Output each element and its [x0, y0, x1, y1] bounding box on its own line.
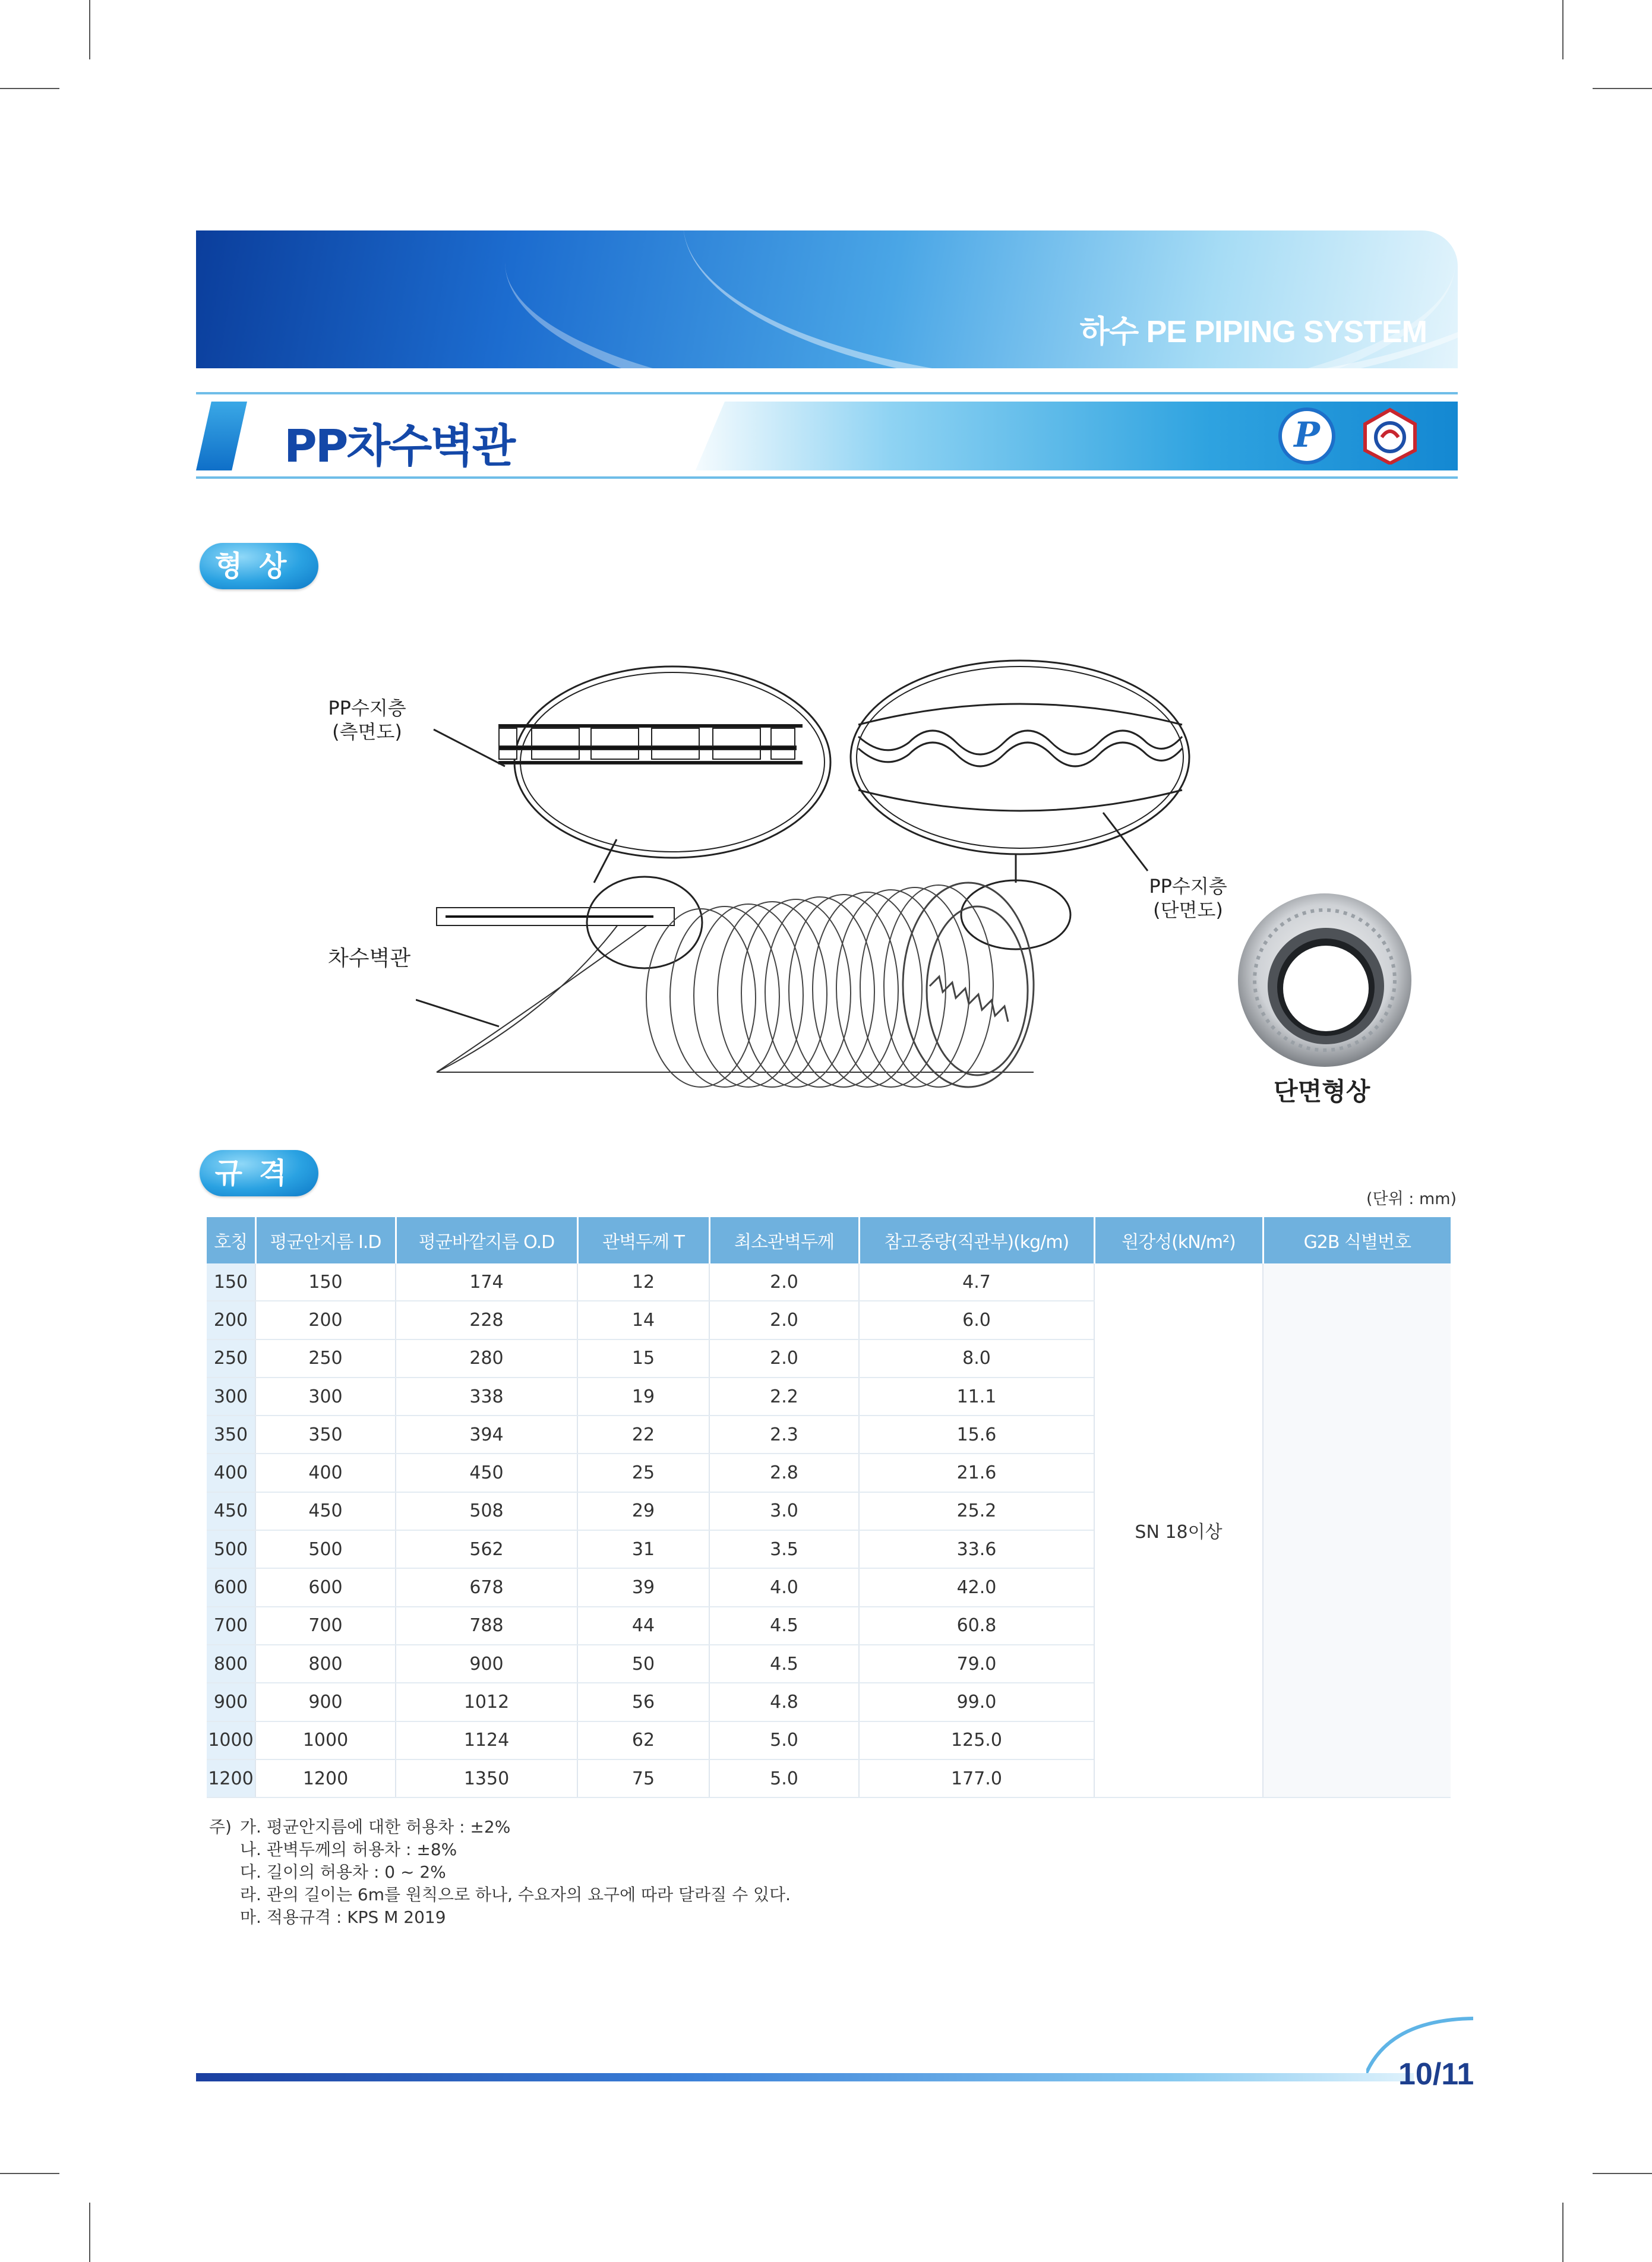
table-cell: 4.7	[859, 1263, 1094, 1301]
g2b-id-cell	[1263, 1263, 1451, 1797]
nominal-size-cell: 350	[207, 1416, 255, 1454]
page-number: 10/11	[1398, 2057, 1474, 2092]
table-cell: 508	[396, 1492, 577, 1530]
table-cell: 1012	[396, 1683, 577, 1721]
table-cell: 1000	[255, 1721, 396, 1759]
table-cell: 200	[255, 1301, 396, 1339]
table-cell: 400	[255, 1454, 396, 1492]
table-cell: 6.0	[859, 1301, 1094, 1339]
nominal-size-cell: 250	[207, 1339, 255, 1378]
table-cell: 8.0	[859, 1339, 1094, 1378]
table-cell: 678	[396, 1568, 577, 1606]
table-cell: 900	[255, 1683, 396, 1721]
crop-mark	[0, 88, 59, 89]
nominal-size-cell: 900	[207, 1683, 255, 1721]
col-header: 평균안지름 I.D	[255, 1217, 396, 1263]
note-item: 나. 관벽두께의 허용차 : ±8%	[240, 1840, 457, 1859]
notes-prefix: 주)	[209, 1817, 232, 1837]
footer-rule	[196, 2073, 1414, 2081]
table-cell: 450	[255, 1492, 396, 1530]
section-label-shape: 형상	[200, 543, 318, 589]
page-title: PP차수벽관	[284, 419, 514, 472]
spec-table-body	[207, 1263, 1451, 1797]
pipe-label: 차수벽관	[328, 946, 411, 971]
nominal-size-cell: 800	[207, 1645, 255, 1683]
table-cell: 44	[577, 1607, 709, 1645]
side-view-label	[326, 696, 409, 744]
nominal-size-cell: 1200	[207, 1759, 255, 1797]
table-cell: 11.1	[859, 1378, 1094, 1416]
table-cell: 79.0	[859, 1645, 1094, 1683]
table-cell: 150	[255, 1263, 396, 1301]
note-item: 다. 길이의 허용차 : 0 ~ 2%	[240, 1862, 446, 1882]
table-cell: 2.0	[709, 1301, 859, 1339]
table-cell: 2.0	[709, 1263, 859, 1301]
side-view-label-text: PP수지층 (측면도)	[328, 697, 406, 743]
table-cell: 5.0	[709, 1759, 859, 1797]
title-bar	[196, 402, 1458, 470]
table-cell: 56	[577, 1683, 709, 1721]
table-cell: 500	[255, 1530, 396, 1568]
table-cell: 300	[255, 1378, 396, 1416]
table-cell: 25.2	[859, 1492, 1094, 1530]
table-cell: 31	[577, 1530, 709, 1568]
nominal-size-cell: 200	[207, 1301, 255, 1339]
table-row	[207, 1263, 1451, 1301]
table-cell: 788	[396, 1607, 577, 1645]
nominal-size-cell: 600	[207, 1568, 255, 1606]
table-cell: 22	[577, 1416, 709, 1454]
banner-title: 하수 PE PIPING SYSTEM	[1079, 315, 1427, 349]
table-cell: 700	[255, 1607, 396, 1645]
table-cell: 177.0	[859, 1759, 1094, 1797]
table-cell: 800	[255, 1645, 396, 1683]
table-cell: 450	[396, 1454, 577, 1492]
nominal-size-cell: 500	[207, 1530, 255, 1568]
table-cell: 600	[255, 1568, 396, 1606]
crop-mark	[1593, 88, 1652, 89]
table-cell: 4.5	[709, 1645, 859, 1683]
col-header: 참고중량(직관부)(kg/m)	[859, 1217, 1094, 1263]
table-cell: 250	[255, 1339, 396, 1378]
section-label-spec: 규격	[200, 1150, 318, 1196]
table-cell: 562	[396, 1530, 577, 1568]
table-cell: 75	[577, 1759, 709, 1797]
spec-table	[207, 1217, 1451, 1798]
cross-section-detail-ellipse	[851, 661, 1189, 854]
company-logo-icon: P	[1278, 407, 1335, 465]
table-cell: 2.2	[709, 1378, 859, 1416]
table-cell: 25	[577, 1454, 709, 1492]
table-cell: 3.5	[709, 1530, 859, 1568]
ring-stiffness-cell: SN 18이상	[1094, 1263, 1263, 1797]
table-cell: 338	[396, 1378, 577, 1416]
nominal-size-cell: 450	[207, 1492, 255, 1530]
note-item: 라. 관의 길이는 6m를 원칙으로 하나, 수요자의 요구에 따라 달라질 수 있다.	[240, 1885, 791, 1904]
table-header-row	[207, 1217, 1451, 1263]
crop-mark	[1593, 2173, 1652, 2174]
certification-logo-icon	[1360, 407, 1420, 465]
table-cell: 350	[255, 1416, 396, 1454]
table-cell: 2.0	[709, 1339, 859, 1378]
table-cell: 1200	[255, 1759, 396, 1797]
table-cell: 280	[396, 1339, 577, 1378]
unit-note: (단위 : mm)	[1366, 1190, 1457, 1208]
table-cell: 4.5	[709, 1607, 859, 1645]
cross-section-label-text: PP수지층 (단면도)	[1149, 875, 1227, 921]
table-cell: 29	[577, 1492, 709, 1530]
table-cell: 42.0	[859, 1568, 1094, 1606]
table-cell: 228	[396, 1301, 577, 1339]
table-cell: 99.0	[859, 1683, 1094, 1721]
table-cell: 2.8	[709, 1454, 859, 1492]
col-header: 관벽두께 T	[577, 1217, 709, 1263]
title-rule	[196, 476, 1458, 479]
table-cell: 125.0	[859, 1721, 1094, 1759]
table-cell: 3.0	[709, 1492, 859, 1530]
photo-caption: 단면형상	[1274, 1077, 1370, 1106]
table-cell: 62	[577, 1721, 709, 1759]
table-cell: 60.8	[859, 1607, 1094, 1645]
table-cell: 50	[577, 1645, 709, 1683]
nominal-size-cell: 700	[207, 1607, 255, 1645]
header-banner	[196, 230, 1458, 368]
table-cell: 1124	[396, 1721, 577, 1759]
col-header: G2B 식별번호	[1263, 1217, 1451, 1263]
table-cell: 15	[577, 1339, 709, 1378]
crop-mark	[89, 2203, 90, 2262]
table-cell: 15.6	[859, 1416, 1094, 1454]
title-rule	[196, 392, 1458, 394]
table-cell: 33.6	[859, 1530, 1094, 1568]
table-cell: 39	[577, 1568, 709, 1606]
crop-mark	[0, 2173, 59, 2174]
table-cell: 4.8	[709, 1683, 859, 1721]
nominal-size-cell: 400	[207, 1454, 255, 1492]
table-cell: 14	[577, 1301, 709, 1339]
col-header: 최소관벽두께	[709, 1217, 859, 1263]
crop-mark	[89, 0, 90, 59]
col-header: 호칭	[207, 1217, 255, 1263]
nominal-size-cell: 150	[207, 1263, 255, 1301]
col-header: 평균바깥지름 O.D	[396, 1217, 577, 1263]
table-cell: 5.0	[709, 1721, 859, 1759]
nominal-size-cell: 300	[207, 1378, 255, 1416]
table-cell: 12	[577, 1263, 709, 1301]
crop-mark	[1562, 2203, 1563, 2262]
nominal-size-cell: 1000	[207, 1721, 255, 1759]
table-cell: 900	[396, 1645, 577, 1683]
cross-section-label	[1146, 874, 1230, 922]
table-cell: 394	[396, 1416, 577, 1454]
title-accent-stripe	[196, 402, 247, 470]
table-cell: 19	[577, 1378, 709, 1416]
note-item: 가. 평균안지름에 대한 허용차 : ±2%	[240, 1817, 511, 1837]
table-cell: 174	[396, 1263, 577, 1301]
table-cell: 4.0	[709, 1568, 859, 1606]
note-item: 마. 적용규격 : KPS M 2019	[240, 1907, 446, 1927]
table-cell: 21.6	[859, 1454, 1094, 1492]
col-header: 원강성(kN/m²)	[1094, 1217, 1263, 1263]
table-cell: 2.3	[709, 1416, 859, 1454]
crop-mark	[1562, 0, 1563, 59]
table-cell: 1350	[396, 1759, 577, 1797]
pipe-cross-section-photo	[1236, 891, 1414, 1069]
